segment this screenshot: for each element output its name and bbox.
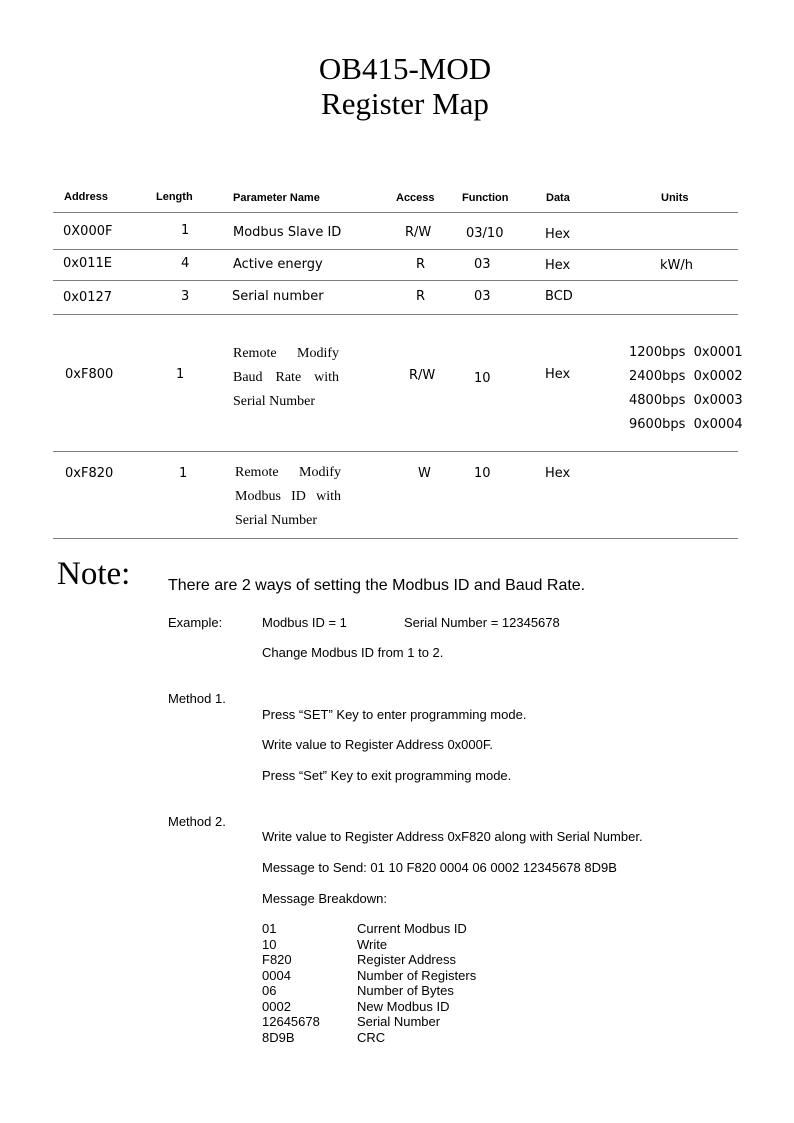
document-title: OB415-MOD xyxy=(318,51,492,86)
note-title: Note: xyxy=(57,556,131,592)
example-label: Example: xyxy=(168,615,223,630)
cell-length: 1 xyxy=(181,223,190,238)
header-data: Data xyxy=(546,192,570,204)
header-parameter: Parameter Name xyxy=(233,192,320,204)
breakdown-desc: Serial Number xyxy=(357,1014,441,1029)
cell-access: R xyxy=(416,289,426,304)
breakdown-code: F820 xyxy=(262,952,292,967)
note-lead: There are 2 ways of setting the Modbus ID and Baud Rate. xyxy=(168,577,586,594)
cell-length: 3 xyxy=(181,289,190,304)
cell-address: 0X000F xyxy=(63,224,113,239)
cell-length: 1 xyxy=(179,466,188,481)
table-divider xyxy=(53,538,738,539)
header-address: Address xyxy=(64,191,109,203)
cell-function: 10 xyxy=(474,371,491,386)
cell-address: 0xF800 xyxy=(65,367,114,382)
breakdown-label: Message Breakdown: xyxy=(262,891,388,906)
breakdown-code: 01 xyxy=(262,921,277,936)
cell-function: 03 xyxy=(474,257,491,272)
breakdown-code: 12645678 xyxy=(262,1014,320,1029)
cell-data: Hex xyxy=(545,367,571,382)
cell-length: 1 xyxy=(176,367,185,382)
breakdown-desc: Number of Bytes xyxy=(357,983,454,998)
cell-length: 4 xyxy=(181,256,190,271)
message-to-send: Message to Send: 01 10 F820 0004 06 0002 12345678 8D9B xyxy=(262,860,617,875)
header-access: Access xyxy=(396,192,435,204)
breakdown-code: 06 xyxy=(262,983,277,998)
method2-description: Write value to Register Address 0xF820 along with Serial Number. xyxy=(262,829,643,844)
cell-data: Hex xyxy=(545,227,571,242)
method1-step: Press “SET” Key to enter programming mode. xyxy=(262,707,527,722)
cell-units-baud-9600: 9600bps 0x0004 xyxy=(629,417,743,432)
table-divider xyxy=(53,280,738,281)
breakdown-desc: Write xyxy=(357,936,388,952)
header-function: Function xyxy=(462,192,509,204)
cell-parameter: Active energy xyxy=(233,257,323,272)
document-subtitle: Register Map xyxy=(321,86,489,121)
cell-parameter: Modbus Slave ID xyxy=(233,225,342,240)
breakdown-desc: Number of Registers xyxy=(357,967,477,983)
breakdown-desc: New Modbus ID xyxy=(357,998,450,1014)
table-divider xyxy=(53,314,738,315)
table-divider xyxy=(53,249,738,250)
breakdown-code: 10 xyxy=(262,936,277,952)
cell-data: Hex xyxy=(545,466,571,481)
table-divider xyxy=(53,212,738,213)
example-modbus-id: Modbus ID = 1 xyxy=(262,615,347,630)
cell-units-baud-2400: 2400bps 0x0002 xyxy=(629,369,743,384)
cell-function: 03/10 xyxy=(466,226,504,241)
breakdown-desc: Register Address xyxy=(357,952,456,967)
cell-units-baud-1200: 1200bps 0x0001 xyxy=(629,345,743,360)
cell-function: 03 xyxy=(474,289,491,304)
cell-units: kW/h xyxy=(660,258,694,273)
cell-access: R/W xyxy=(405,225,432,240)
cell-units-baud-4800: 4800bps 0x0003 xyxy=(629,393,743,408)
breakdown-desc: Current Modbus ID xyxy=(357,921,467,936)
method1-label: Method 1. xyxy=(168,691,226,706)
header-length: Length xyxy=(156,191,193,203)
header-units: Units xyxy=(661,192,689,204)
cell-parameter: Serial number xyxy=(232,289,324,304)
cell-parameter: Remote Modify Baud Rate with Serial Number xyxy=(233,346,339,409)
cell-data: BCD xyxy=(545,289,573,304)
method1-step: Write value to Register Address 0x000F. xyxy=(262,737,493,752)
cell-parameter: Remote Modify Modbus ID with Serial Number xyxy=(235,465,341,528)
breakdown-code: 0002 xyxy=(262,998,291,1014)
cell-data: Hex xyxy=(545,258,571,273)
example-change: Change Modbus ID from 1 to 2. xyxy=(262,645,444,660)
breakdown-desc: CRC xyxy=(357,1029,386,1045)
method1-step: Press “Set” Key to exit programming mode. xyxy=(262,768,512,783)
cell-address: 0x0127 xyxy=(63,290,113,305)
cell-access: R/W xyxy=(409,368,436,383)
cell-function: 10 xyxy=(474,466,491,481)
breakdown-code: 0004 xyxy=(262,967,291,983)
table-divider xyxy=(53,451,738,452)
cell-access: R xyxy=(416,257,426,272)
cell-address: 0x011E xyxy=(63,256,112,271)
example-serial-number: Serial Number = 12345678 xyxy=(404,615,560,630)
cell-access: W xyxy=(418,466,431,481)
cell-address: 0xF820 xyxy=(65,466,114,481)
breakdown-code: 8D9B xyxy=(262,1029,295,1045)
method2-label: Method 2. xyxy=(168,814,226,829)
